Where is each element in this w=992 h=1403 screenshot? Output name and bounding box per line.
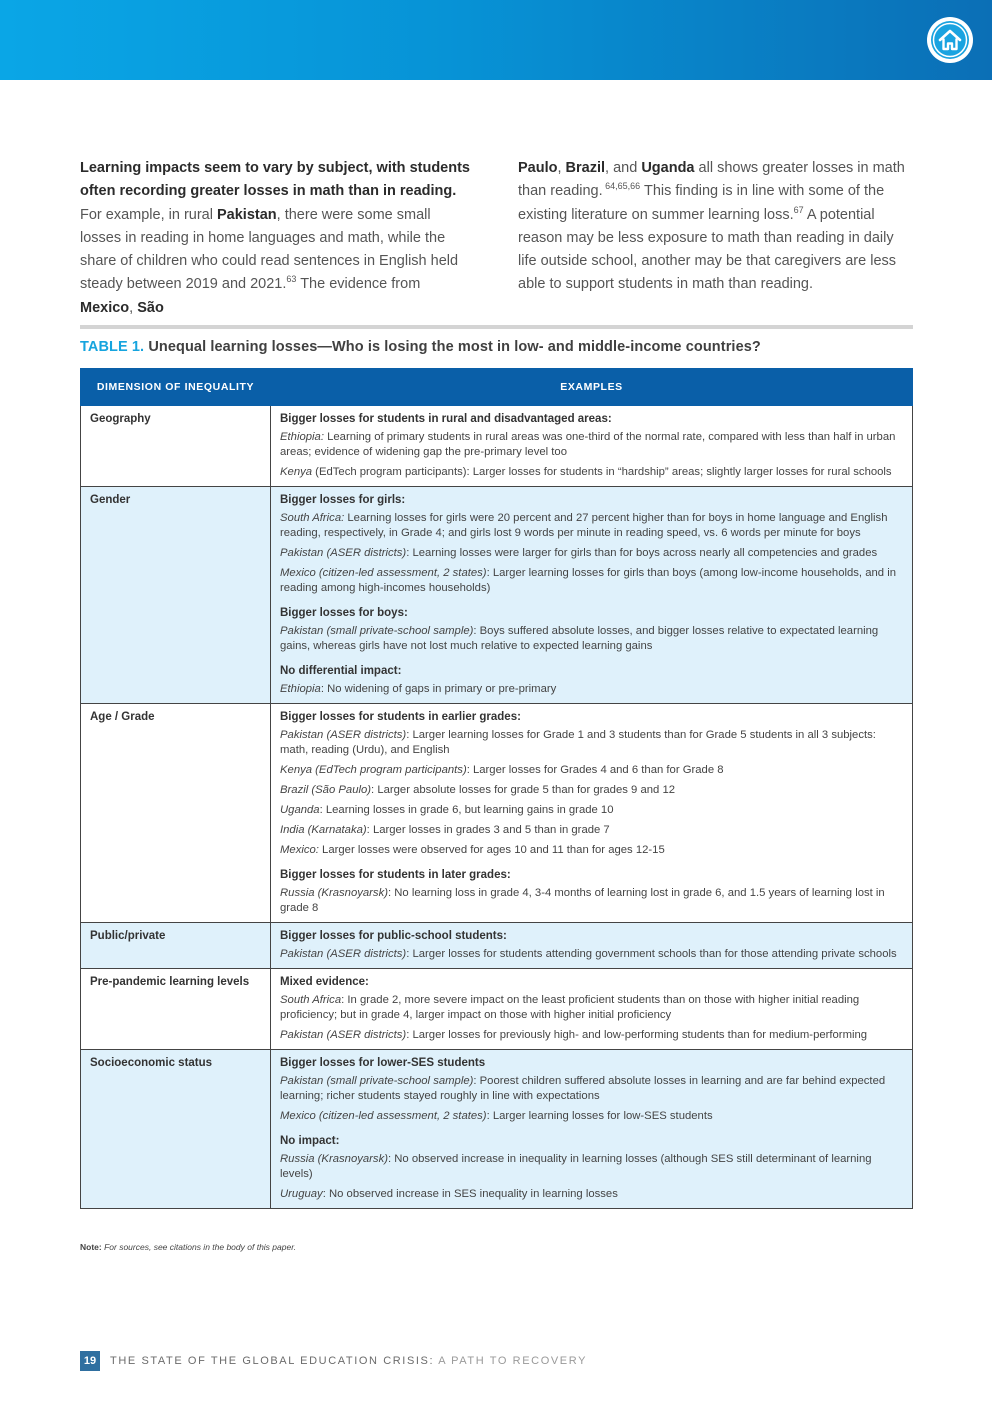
dimension-cell: Gender xyxy=(81,487,271,704)
footnote-ref[interactable]: 64,65,66 xyxy=(602,181,641,192)
example-item xyxy=(280,886,903,916)
example-text: : In grade 2, more severe impact on the least proficient students than on those with higher initial reading proficiency; but in grade 4, larger impact on those with higher initial proficiency xyxy=(280,994,860,1021)
home-button[interactable] xyxy=(927,17,973,63)
example-item xyxy=(280,1028,903,1043)
table-row xyxy=(81,487,913,704)
example-heading: Bigger losses for students in earlier grades: xyxy=(280,711,521,723)
home-icon xyxy=(929,19,971,61)
example-item xyxy=(280,511,903,541)
example-text: : No learning loss in grade 4, 3-4 months of learning lost in grade 6, and 1.5 years of learning lost in grade 8 xyxy=(280,887,885,914)
example-text: : No observed increase in inequality in learning losses (although SES still determinant of learning levels) xyxy=(280,1153,872,1180)
example-heading: No impact: xyxy=(280,1135,340,1147)
example-item xyxy=(280,728,903,758)
examples-cell xyxy=(271,487,913,704)
example-text: : Larger losses for previously high- and low-performing students than for medium-performing xyxy=(406,1029,868,1041)
example-country: Mexico: xyxy=(280,844,319,856)
table-row xyxy=(81,923,913,969)
example-text: Learning of primary students in rural areas was one-third of the normal rate, compared with less than half in urban areas; evidence of widening gap the pre-primary level too xyxy=(280,431,896,458)
example-country: Pakistan (small private-school sample) xyxy=(280,625,474,637)
example-item xyxy=(280,1109,903,1124)
table-row xyxy=(81,406,913,487)
dimension-cell: Geography xyxy=(81,406,271,487)
table-row xyxy=(81,704,913,923)
example-country: Russia (Krasnoyarsk) xyxy=(280,887,388,899)
example-text: Learning losses for girls were 20 percent and 27 percent higher than for boys in home language and English reading, respectively, in Grade 4; and girls lost 9 words per minute in reading speed, vs. 6 words per minute for boys xyxy=(280,512,888,539)
example-heading: Bigger losses for lower-SES students xyxy=(280,1057,486,1069)
footer-title: THE STATE OF THE GLOBAL EDUCATION CRISIS: A PATH TO RECOVERY xyxy=(110,1355,588,1367)
intro-lead: Learning impacts seem to vary by subject, with students often recording greater losses in math than in reading. xyxy=(80,160,470,200)
examples-cell xyxy=(271,704,913,923)
examples-cell xyxy=(271,923,913,969)
intro-right-column: Paulo, Brazil, and Uganda all shows greater losses in math than reading. $^{64,65,66}$ This finding is in line with some of the existing literature on summer learning loss.$^{67}$ A potential reason may be less exposure to math than reading in daily life outside school, another may be that caregivers are less able to support students in math than reading. xyxy=(518,160,905,293)
example-item xyxy=(280,430,903,460)
example-text: : Larger learning losses for girls than boys (among low-income households, and in reading among high-incomes households) xyxy=(280,567,896,594)
example-text: : Learning losses in grade 6, but learning gains in grade 10 xyxy=(319,804,614,816)
example-country: Uruguay xyxy=(280,1188,323,1200)
example-text: : Boys suffered absolute losses, and bigger losses relative to expectated learning gains, whereas girls have not lost much relative to expected learning gains xyxy=(280,625,879,652)
example-heading: Bigger losses for girls: xyxy=(280,494,406,506)
column-header-dimension: DIMENSION OF INEQUALITY xyxy=(81,369,271,406)
footnote-ref[interactable]: 63 xyxy=(286,274,297,285)
example-item xyxy=(280,566,903,596)
example-country: Russia (Krasnoyarsk) xyxy=(280,1153,388,1165)
footnote-ref[interactable]: 67 xyxy=(793,204,804,215)
example-country: Pakistan (ASER districts) xyxy=(280,1029,407,1041)
example-heading: No differential impact: xyxy=(280,665,402,677)
example-country: India (Karnataka) xyxy=(280,824,367,836)
table-header-row xyxy=(81,369,913,406)
dimension-cell: Age / Grade xyxy=(81,704,271,923)
dimension-cell: Public/private xyxy=(81,923,271,969)
example-country: Ethiopia xyxy=(280,683,321,695)
dimension-cell: Socioeconomic status xyxy=(81,1050,271,1209)
example-item xyxy=(280,803,903,818)
dimension-cell: Pre-pandemic learning levels xyxy=(81,969,271,1050)
inequality-table xyxy=(80,368,913,1209)
example-item xyxy=(280,682,903,697)
example-country: Pakistan (ASER districts) xyxy=(280,948,407,960)
example-text: : Larger losses for Grades 4 and 6 than for Grade 8 xyxy=(466,764,724,776)
example-country: South Africa xyxy=(280,994,342,1006)
example-item xyxy=(280,1187,903,1202)
example-text: : Larger learning losses for low-SES students xyxy=(486,1110,713,1122)
example-item xyxy=(280,763,903,778)
example-country: Mexico (citizen-led assessment, 2 states) xyxy=(280,1110,487,1122)
examples-cell xyxy=(271,406,913,487)
example-item xyxy=(280,1152,903,1182)
example-item xyxy=(280,843,903,858)
example-heading: Mixed evidence: xyxy=(280,976,369,988)
table-row xyxy=(81,969,913,1050)
example-item xyxy=(280,947,903,962)
table-body xyxy=(81,406,913,1209)
table-note: Note: For sources, see citations in the body of this paper. xyxy=(80,1242,297,1252)
table-caption: TABLE 1. Unequal learning losses—Who is losing the most in low- and middle-income countries? xyxy=(80,339,761,355)
example-country: Kenya xyxy=(280,466,313,478)
section-divider xyxy=(80,325,913,329)
example-text: : Larger losses in grades 3 and 5 than in grade 7 xyxy=(366,824,610,836)
column-header-examples: EXAMPLES xyxy=(271,369,913,406)
example-country: Brazil (São Paulo) xyxy=(280,784,372,796)
example-country: Pakistan (small private-school sample) xyxy=(280,1075,474,1087)
example-heading: Bigger losses for students in rural and disadvantaged areas: xyxy=(280,413,612,425)
example-country: Kenya (EdTech program participants) xyxy=(280,764,467,776)
example-country: Pakistan (ASER districts) xyxy=(280,547,407,559)
example-item xyxy=(280,993,903,1023)
example-text: : Learning losses were larger for girls than for boys across nearly all competencies and grades xyxy=(406,547,878,559)
examples-cell xyxy=(271,969,913,1050)
example-text: Larger losses were observed for ages 10 and 11 than for ages 12-15 xyxy=(318,844,665,856)
example-text: : Poorest children suffered absolute losses in learning and are far behind expected learning; richer students stayed roughly in line with expectations xyxy=(280,1075,886,1102)
example-text: : Larger absolute losses for grade 5 than for grades 9 and 12 xyxy=(371,784,676,796)
example-item xyxy=(280,823,903,838)
example-item xyxy=(280,546,903,561)
example-heading: Bigger losses for students in later grades: xyxy=(280,869,511,881)
intro-section xyxy=(80,157,913,320)
example-text: : No observed increase in SES inequality in learning losses xyxy=(322,1188,618,1200)
example-country: Uganda xyxy=(280,804,320,816)
example-country: South Africa: xyxy=(280,512,345,524)
example-text: : Larger losses for students attending government schools than for those attending private schools xyxy=(406,948,897,960)
example-item xyxy=(280,783,903,798)
page-footer xyxy=(80,1351,587,1371)
example-item xyxy=(280,465,903,480)
header-banner xyxy=(0,0,992,80)
example-text: : Larger learning losses for Grade 1 and 3 students than for Grade 5 students in all 3 subjects: math, reading (Urdu), and English xyxy=(280,729,876,756)
example-item xyxy=(280,624,903,654)
example-item xyxy=(280,1074,903,1104)
example-country: Pakistan (ASER districts) xyxy=(280,729,407,741)
example-text: : No widening of gaps in primary or pre-primary xyxy=(320,683,557,695)
page-number: 19 xyxy=(80,1351,100,1371)
example-country: Ethiopia: xyxy=(280,431,324,443)
example-country: Mexico (citizen-led assessment, 2 states) xyxy=(280,567,487,579)
example-heading: Bigger losses for boys: xyxy=(280,607,408,619)
example-text: (EdTech program participants): Larger losses for students in “hardship” areas; slightly larger losses for rural schools xyxy=(312,466,892,478)
example-heading: Bigger losses for public-school students: xyxy=(280,930,507,942)
examples-cell xyxy=(271,1050,913,1209)
table-row xyxy=(81,1050,913,1209)
intro-left-column: Learning impacts seem to vary by subject, with students often recording greater losses in math than in reading. For example, in rural Pakistan, there were some small losses in reading in home languages and math, while the share of children who could read sentences in English held steady between 2019 and 2021.63 The evidence from Mexico, São xyxy=(80,160,470,316)
